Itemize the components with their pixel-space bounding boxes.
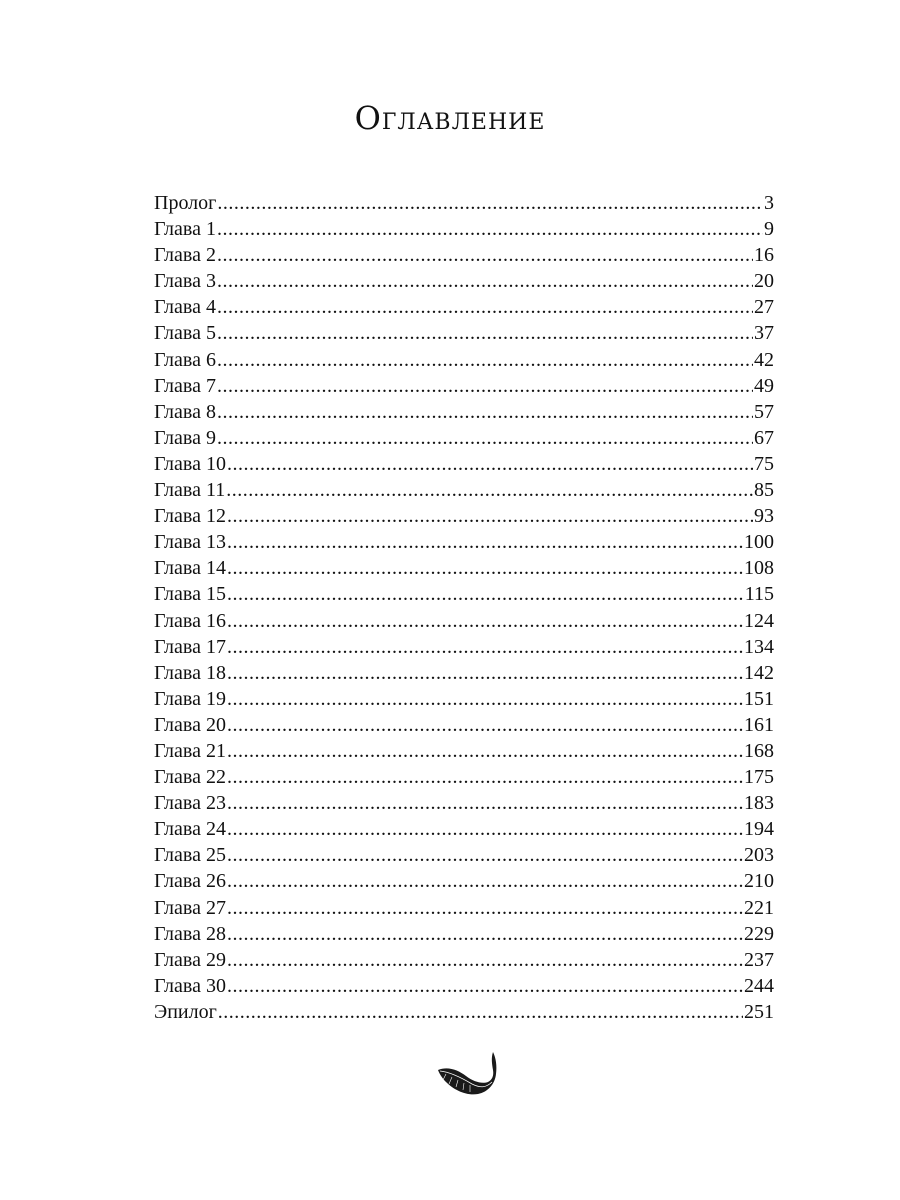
toc-entry-page-number: 20 (754, 270, 774, 293)
toc-entry (154, 477, 774, 503)
toc-entry (154, 216, 774, 242)
toc-entry-page-number: 75 (754, 452, 774, 475)
dot-leader (227, 816, 743, 842)
toc-entry (154, 399, 774, 425)
toc-entry-label: Глава 27 (154, 896, 226, 919)
toc-entry-page-number: 42 (754, 348, 774, 371)
toc-entry-page-number: 134 (744, 635, 774, 658)
toc-entry (154, 581, 774, 607)
toc-entry (154, 868, 774, 894)
dot-leader (227, 712, 743, 738)
dot-leader (217, 373, 753, 399)
toc-entry-label: Глава 6 (154, 348, 216, 371)
toc-entry-label: Глава 13 (154, 531, 226, 554)
toc-entry-label: Глава 10 (154, 452, 226, 475)
toc-entry-page-number: 16 (754, 244, 774, 267)
toc-entry-label: Глава 25 (154, 844, 226, 867)
toc-entry (154, 790, 774, 816)
dot-leader (227, 868, 743, 894)
dot-leader (227, 660, 743, 686)
toc-entry-label: Глава 28 (154, 922, 226, 945)
dot-leader (217, 425, 753, 451)
toc-entry-page-number: 142 (744, 661, 774, 684)
toc-entry-page-number: 194 (744, 818, 774, 841)
toc-entry-page-number: 161 (744, 713, 774, 736)
toc-entry (154, 921, 774, 947)
dot-leader (217, 320, 753, 346)
dot-leader (227, 842, 743, 868)
toc-entry-page-number: 57 (754, 400, 774, 423)
toc-entry-label: Глава 16 (154, 609, 226, 632)
dot-leader (227, 451, 753, 477)
toc-entry-label: Глава 21 (154, 739, 226, 762)
toc-entry-label: Глава 15 (154, 583, 226, 606)
toc-entry-page-number: 175 (744, 766, 774, 789)
toc-entry-label: Глава 26 (154, 870, 226, 893)
dot-leader (227, 947, 743, 973)
toc-entry-label: Глава 4 (154, 296, 216, 319)
toc-entry (154, 608, 774, 634)
toc-entry-label: Глава 3 (154, 270, 216, 293)
toc-entry-page-number: 183 (744, 792, 774, 815)
toc-entry-page-number: 49 (754, 374, 774, 397)
toc-entry-page-number: 151 (744, 687, 774, 710)
toc-entry-page-number: 37 (754, 322, 774, 345)
toc-entry-page-number: 221 (744, 896, 774, 919)
dot-leader (227, 895, 743, 921)
toc-entry-label: Глава 23 (154, 792, 226, 815)
dot-leader (217, 242, 753, 268)
dot-leader (217, 399, 753, 425)
dot-leader (227, 686, 743, 712)
toc-entry-page-number: 124 (744, 609, 774, 632)
dot-leader (218, 999, 743, 1025)
toc-entry (154, 242, 774, 268)
dot-leader (217, 347, 753, 373)
toc-entry-page-number: 115 (744, 583, 774, 606)
dot-leader (227, 921, 743, 947)
dot-leader (227, 581, 744, 607)
toc-entry (154, 895, 774, 921)
toc-entry-label: Пролог (154, 192, 217, 214)
toc-entry (154, 373, 774, 399)
toc-entry-page-number: 3 (764, 192, 774, 214)
toc-entry (154, 425, 774, 451)
toc-entry (154, 712, 774, 738)
toc-entry-page-number: 237 (744, 948, 774, 971)
toc-entry-label: Глава 8 (154, 400, 216, 423)
dot-leader (227, 738, 743, 764)
toc-entry-page-number: 168 (744, 739, 774, 762)
dot-leader (227, 973, 743, 999)
dot-leader (217, 190, 763, 216)
toc-entry-label: Глава 5 (154, 322, 216, 345)
dot-leader (227, 529, 743, 555)
toc-entry-label: Глава 9 (154, 426, 216, 449)
toc-entry-label: Глава 17 (154, 635, 226, 658)
toc-entry-label: Глава 18 (154, 661, 226, 684)
toc-entry-page-number: 27 (754, 296, 774, 319)
toc-entry (154, 529, 774, 555)
toc-entry-label: Глава 30 (154, 974, 226, 997)
dot-leader (227, 634, 743, 660)
toc-entry (154, 686, 774, 712)
dot-leader (217, 268, 753, 294)
dot-leader (227, 764, 743, 790)
toc-entry-label: Глава 7 (154, 374, 216, 397)
dot-leader (227, 608, 743, 634)
toc-entry (154, 973, 774, 999)
dot-leader (217, 216, 763, 242)
toc-entry-label: Глава 12 (154, 505, 226, 528)
toc-entry (154, 320, 774, 346)
toc-entry (154, 738, 774, 764)
toc-entry-label: Глава 14 (154, 557, 226, 580)
toc-entry (154, 816, 774, 842)
toc-entry (154, 294, 774, 320)
dot-leader (217, 294, 753, 320)
toc-entry (154, 268, 774, 294)
toc-entry-label: Глава 24 (154, 818, 226, 841)
toc-entry (154, 764, 774, 790)
toc-entry-page-number: 203 (744, 844, 774, 867)
dot-leader (227, 503, 753, 529)
toc-entry-page-number: 9 (764, 218, 774, 241)
toc-entry (154, 634, 774, 660)
toc-entry-label: Глава 22 (154, 766, 226, 789)
toc-entry-page-number: 210 (744, 870, 774, 893)
table-of-contents (154, 190, 774, 1025)
feather-icon (436, 1050, 498, 1100)
toc-entry (154, 660, 774, 686)
toc-entry-page-number: 100 (744, 531, 774, 554)
dot-leader (227, 790, 743, 816)
toc-entry (154, 555, 774, 581)
toc-entry (154, 451, 774, 477)
toc-entry (154, 503, 774, 529)
toc-entry-label: Глава 11 (154, 479, 226, 502)
toc-entry-label: Глава 19 (154, 687, 226, 710)
toc-entry-label: Глава 2 (154, 244, 216, 267)
toc-entry-label: Глава 20 (154, 713, 226, 736)
toc-entry-page-number: 93 (754, 505, 774, 528)
toc-entry (154, 999, 774, 1025)
toc-entry (154, 842, 774, 868)
toc-entry-page-number: 108 (744, 557, 774, 580)
toc-entry-label: Глава 1 (154, 218, 216, 241)
toc-entry-page-number: 67 (754, 426, 774, 449)
toc-entry-label: Глава 29 (154, 948, 226, 971)
page-title: Оглавление (354, 99, 546, 137)
toc-entry-page-number: 251 (744, 1000, 774, 1023)
toc-entry (154, 190, 774, 216)
dot-leader (227, 555, 743, 581)
toc-entry-page-number: 244 (744, 974, 774, 997)
toc-entry-page-number: 229 (744, 922, 774, 945)
toc-entry (154, 947, 774, 973)
toc-entry-label: Эпилог (154, 1000, 217, 1023)
toc-entry (154, 347, 774, 373)
toc-entry-page-number: 85 (754, 479, 774, 502)
dot-leader (226, 477, 753, 503)
